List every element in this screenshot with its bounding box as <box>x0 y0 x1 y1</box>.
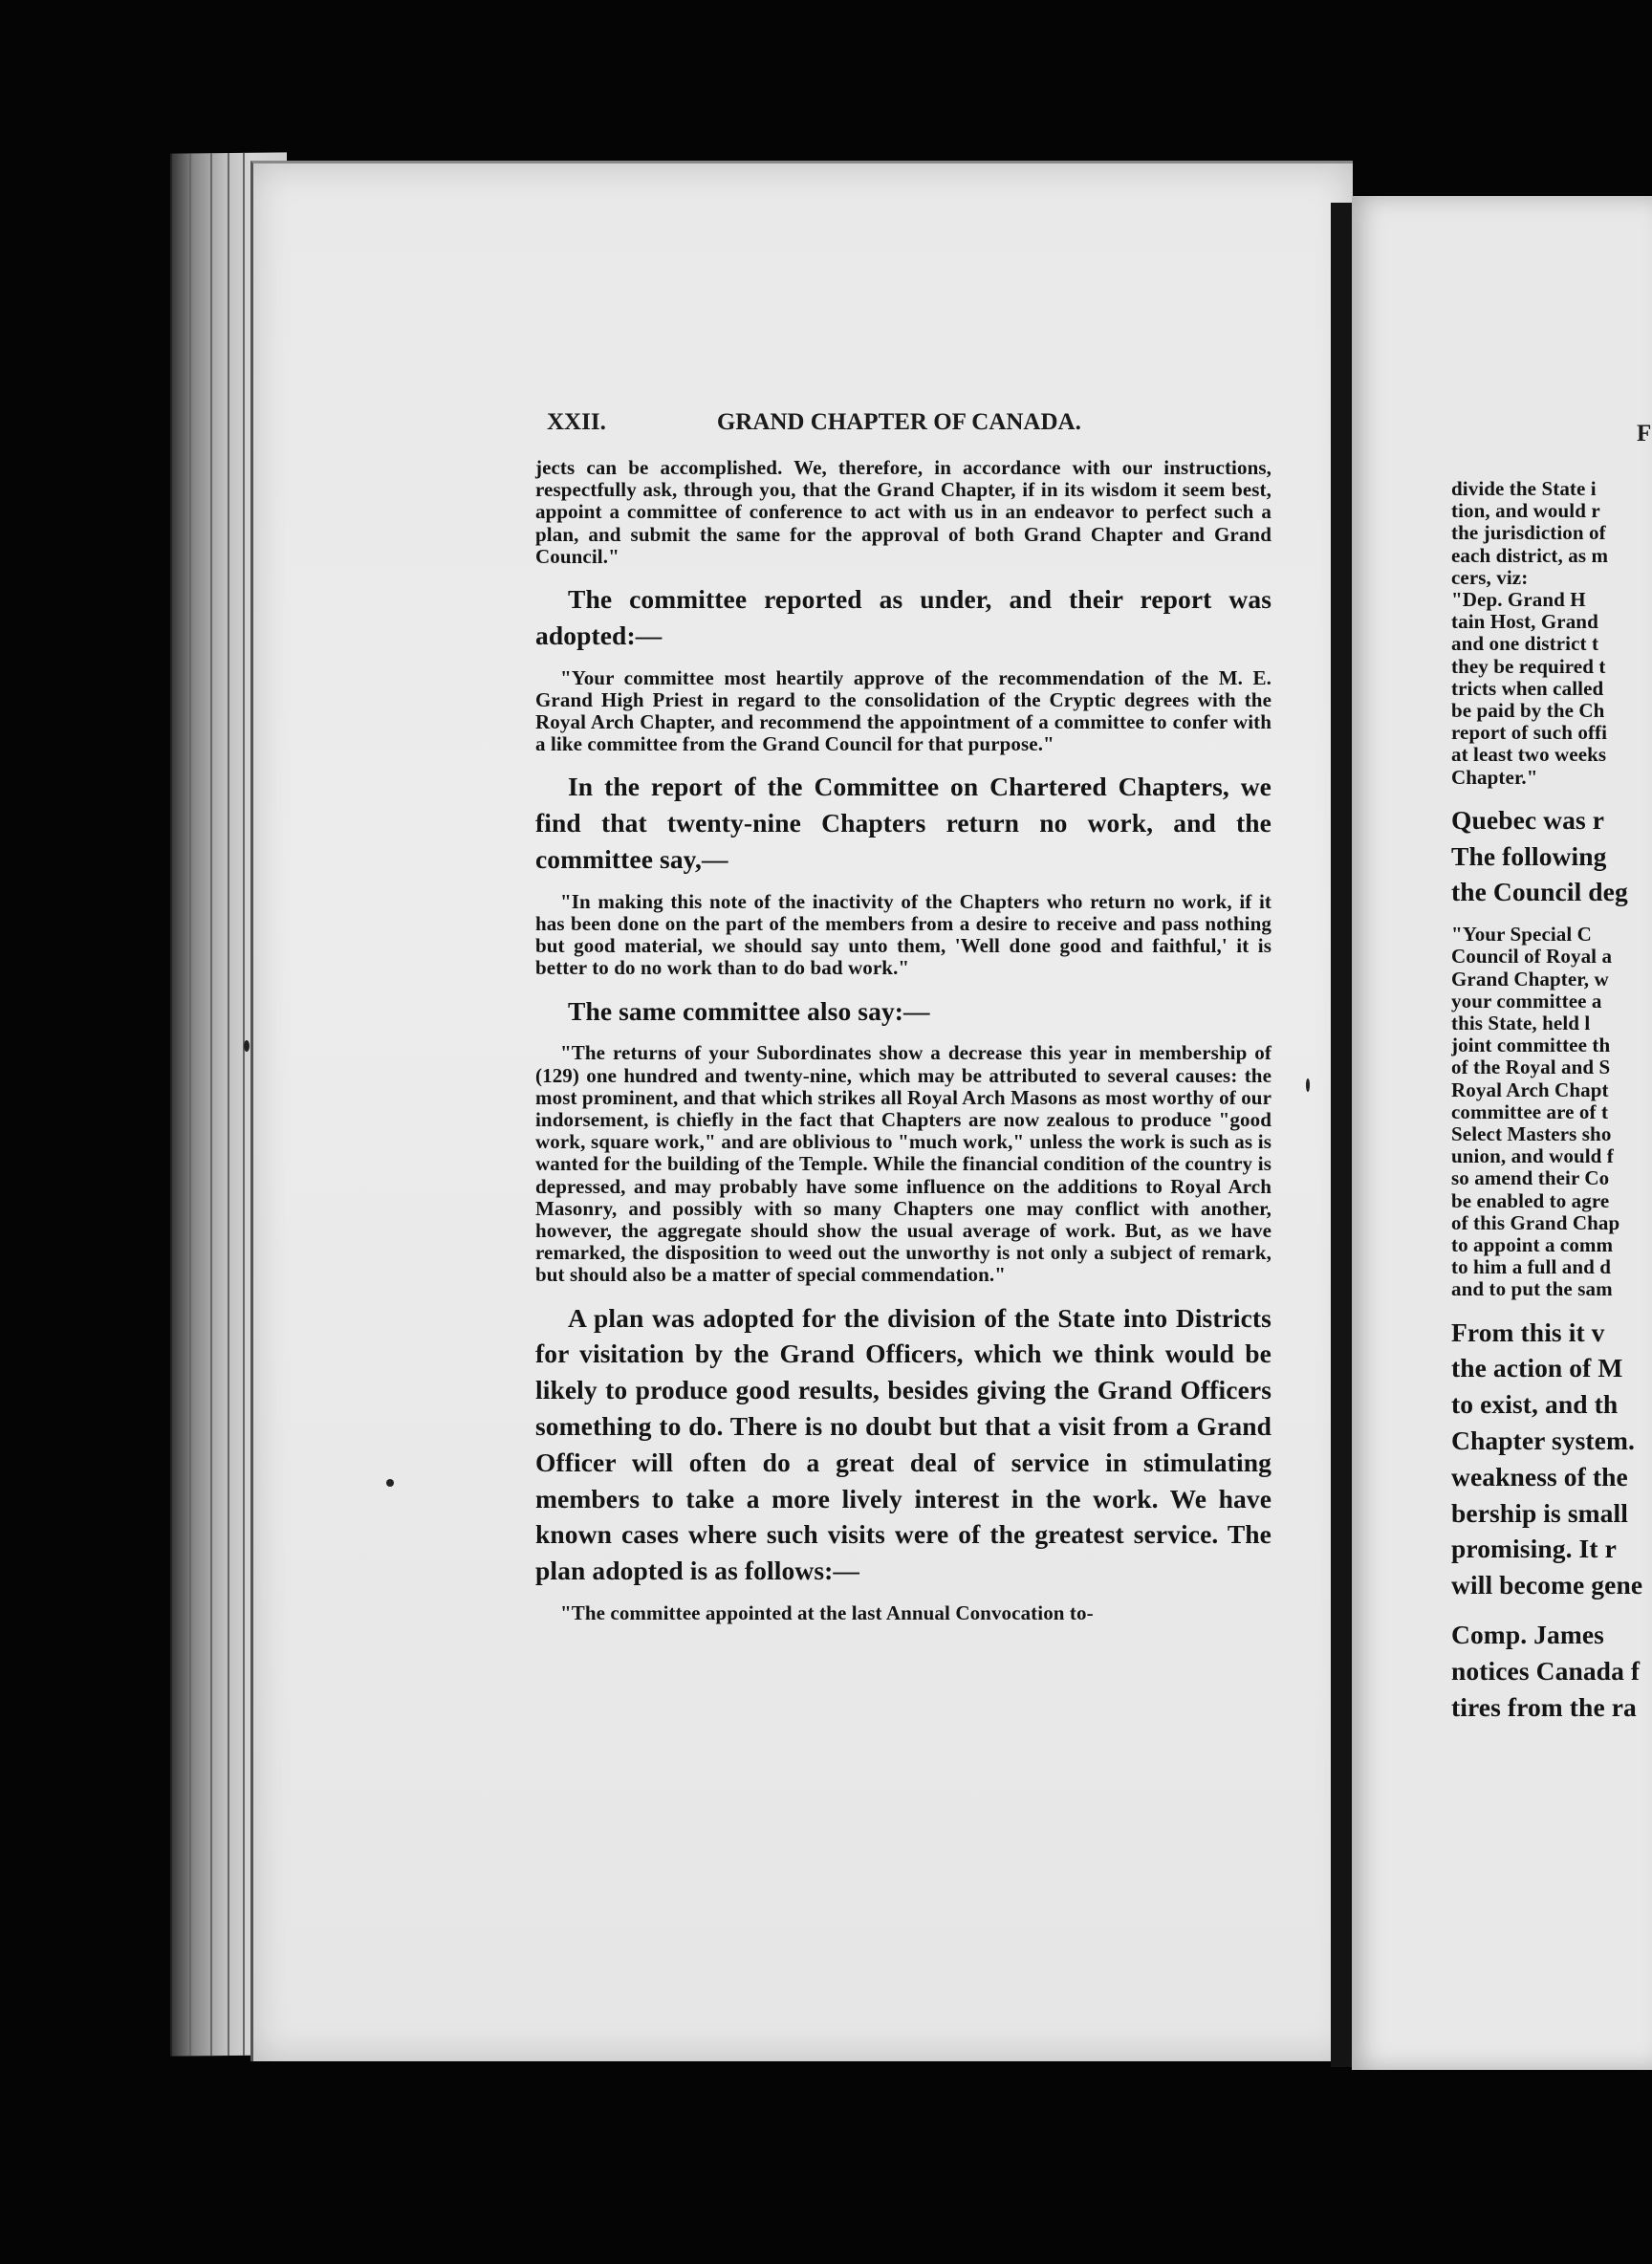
body-paragraph: A plan was adopted for the division of the State into Districts for visitation by the Grand Officers, which we think would be likely to produce good results, besides giving the Grand Officers something to do. There is no doubt but that a visit from a Grand Officer will often do a great deal of service in stimulating members to take a more lively interest in the work. We have known cases where such visits were of the greatest service. The plan adopted is as follows:— <box>535 1302 1272 1586</box>
quoted-paragraph: "The committee appointed at the last Annual Convocation to- <box>560 1601 1094 1625</box>
right-page-line: "Dep. Grand H <box>1451 588 1586 612</box>
right-page-line: Royal Arch Chapt <box>1451 1078 1609 1101</box>
right-page-line: weakness of the <box>1451 1461 1628 1491</box>
right-page-line: so amend their Co <box>1451 1166 1610 1190</box>
right-page-line: your committee a <box>1451 989 1602 1012</box>
quoted-paragraph: "The returns of your Subordinates show a decrease this year in membership of (129) one hundred and twenty-nine, which may be attributed to several causes: the most prominent, and that which strikes all Royal Arch Masons as most worthy of our indorsement, is chiefly in the fact that Chapters are now zealous to produce "good work, square work," and are oblivious to "much work," unless the work is such as is wanted for the building of the Temple. While the financial condition of the country is depressed, and may probably have some influence on the additions to Royal Arch Masonry, and possibly with so many Chapters one may conflict with another, however, the aggregate should show the usual average of work. But, as we have remarked, the disposition to weed out the unworthy is not only a subject of remark, but should also be a matter of special commendation." <box>535 1041 1272 1287</box>
left-page-text <box>535 457 1272 1624</box>
right-page-line: cers, viz: <box>1451 565 1529 589</box>
line-gap <box>1451 789 1652 802</box>
body-paragraph: The committee reported as under, and their report was adopted:— <box>535 584 1272 650</box>
right-page-line: From this it v <box>1451 1317 1605 1347</box>
right-page-line: report of such offi <box>1451 721 1608 745</box>
right-page-line: be enabled to agre <box>1451 1188 1610 1212</box>
right-page-line: notices Canada f <box>1451 1655 1641 1686</box>
page-number: XXII. <box>547 409 606 435</box>
right-page-line: Comp. James <box>1451 1620 1604 1650</box>
body-paragraph: In the report of the Committee on Chartered Chapters, we find that twenty-nine Chapters return no work, and the committee say,— <box>535 772 1272 875</box>
right-page-line: to him a full and d <box>1451 1255 1612 1279</box>
right-page-line: to appoint a comm <box>1451 1233 1614 1257</box>
right-page-line: union, and would f <box>1451 1144 1614 1168</box>
right-page-line: of the Royal and S <box>1451 1056 1611 1079</box>
running-title: GRAND CHAPTER OF CANADA. <box>716 409 1081 435</box>
line-gap <box>1451 1603 1652 1617</box>
right-page-line: to exist, and th <box>1451 1389 1619 1420</box>
right-page-line: "Your Special C <box>1451 923 1592 947</box>
right-page-line: promising. It r <box>1451 1534 1617 1564</box>
right-page-line: Chapter." <box>1451 765 1538 789</box>
right-running-head-fragment: F <box>1637 421 1652 446</box>
body-paragraph: The same committee also say:— <box>568 995 930 1026</box>
line-gap <box>1451 910 1652 924</box>
right-page-line: Council of Royal a <box>1451 945 1613 969</box>
right-page-line: be paid by the Ch <box>1451 699 1605 723</box>
right-page-line: and one district t <box>1451 632 1599 656</box>
right-page-line: tion, and would r <box>1451 499 1600 523</box>
right-page-line: tires from the ra <box>1451 1691 1637 1722</box>
scan-speck <box>386 1479 394 1487</box>
quoted-paragraph: "Your committee most heartily approve of the recommendation of the M. E. Grand High Priest in regard to the consolidation of the Cryptic degrees with the Royal Arch Chapter, and recommend the appointment of a committee to confer with a like committee from the Grand Council for that purpose." <box>535 665 1272 756</box>
right-page-line: committee are of t <box>1451 1099 1609 1123</box>
right-page-line: of this Grand Chap <box>1451 1210 1620 1234</box>
right-page-line: The following <box>1451 840 1607 871</box>
right-page-line: will become gene <box>1451 1570 1643 1600</box>
right-page-line: the jurisdiction of <box>1451 521 1606 545</box>
right-page-line: tain Host, Grand <box>1451 610 1598 634</box>
quoted-paragraph: "In making this note of the inactivity of the Chapters who return no work, if it has been done on the part of the members from a desire to receive and pass nothing but good material, we should say unto them, 'Well done good and faithful,' it is better to do no work than to do bad work." <box>535 889 1272 980</box>
scan-speck <box>1306 1078 1310 1092</box>
right-page-line: they be required t <box>1451 654 1606 678</box>
right-page-line: tricts when called <box>1451 676 1604 700</box>
right-page-line: Quebec was r <box>1451 804 1605 835</box>
quoted-paragraph: jects can be accomplished. We, therefore, in accordance with our instructions, respectfully ask, through you, that the Grand Chapter, if in its wisdom it seem best, appoint a committee of conference to act with us in an endeavor to perfect such a plan, and submit the same for the approval of both Grand Chapter and Grand Council." <box>535 456 1272 568</box>
right-page-line: divide the State i <box>1451 478 1597 500</box>
right-page-line: and to put the sam <box>1451 1277 1613 1301</box>
right-page-line: joint committee th <box>1451 1034 1611 1057</box>
right-page-line: Select Masters sho <box>1451 1122 1612 1146</box>
running-head <box>547 409 1273 436</box>
right-page-line: Grand Chapter, w <box>1451 967 1609 990</box>
right-page-line: Chapter system. <box>1451 1426 1635 1456</box>
right-page-text <box>1451 478 1652 1725</box>
right-page-line: bership is small <box>1451 1497 1628 1528</box>
book-gutter <box>1331 203 1352 2067</box>
right-page-line: each district, as m <box>1451 543 1609 567</box>
line-gap <box>1451 1301 1652 1315</box>
right-page-line: at least two weeks <box>1451 743 1607 767</box>
right-page-line: the action of M <box>1451 1353 1623 1383</box>
right-page-line: this State, held l <box>1451 1012 1591 1035</box>
right-page-line: the Council deg <box>1451 877 1628 907</box>
scan-speck <box>244 1040 250 1052</box>
